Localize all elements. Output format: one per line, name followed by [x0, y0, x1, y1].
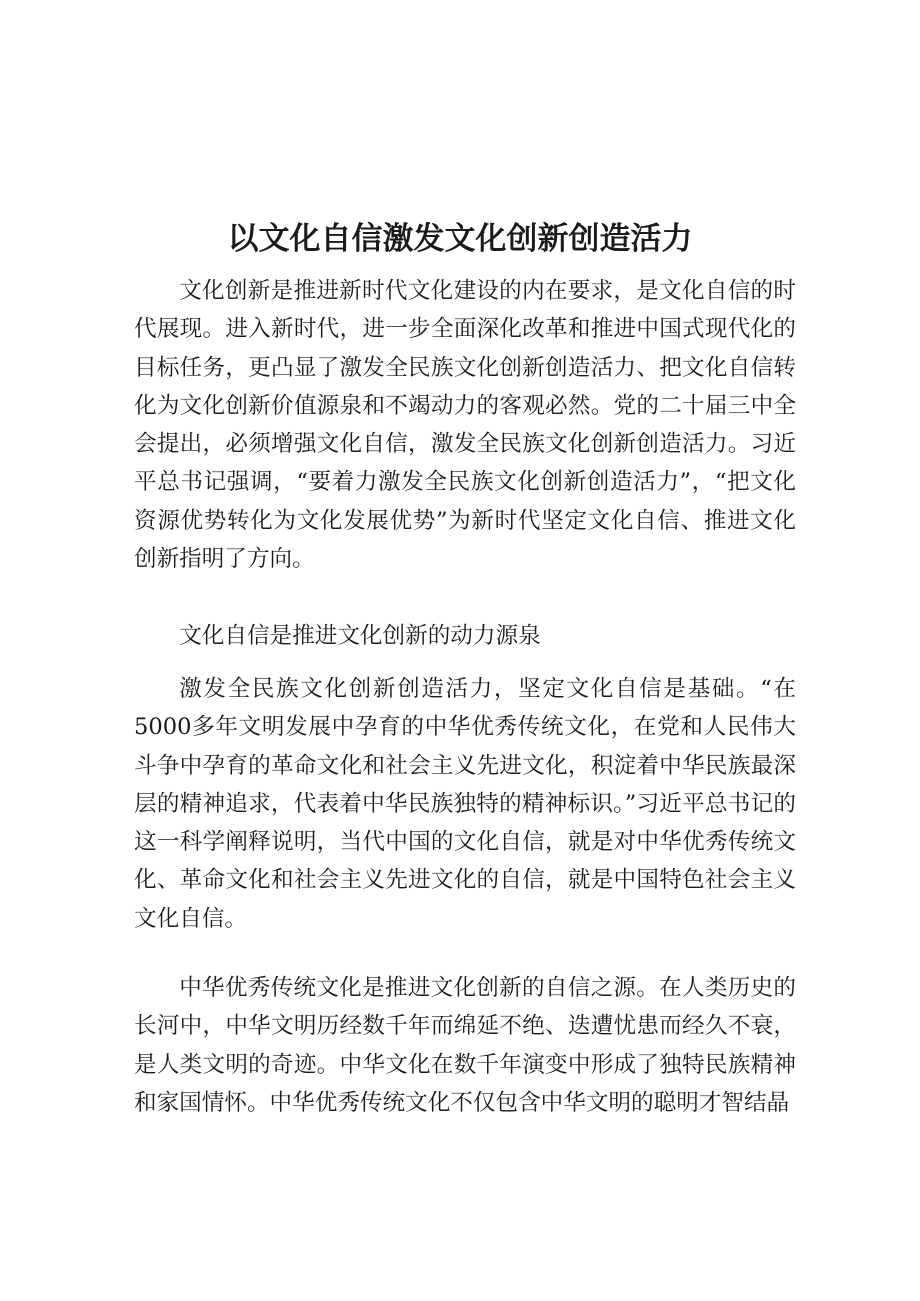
- section-heading: 文化自信是推进文化创新的动力源泉: [179, 623, 541, 649]
- paragraph-traditional-culture: 中华优秀传统文化是推进文化创新的自信之源。在人类历史的长河中，中华文明历经数千年而绵延不绝、迭遭忧患而经久不衰，是人类文明的奇迹。中华文化在数千年演变中形成了独特民族精神和家国情怀。中华优秀传统文化不仅包含中华文明的聪明才智结晶: [134, 975, 796, 1116]
- document-title: 以文化自信激发文化创新创造活力: [227, 221, 693, 257]
- paragraph-cultural-confidence: 激发全民族文化创新创造活力，坚定文化自信是基础。“在5000多年文明发展中孕育的中华优秀传统文化，在党和人民伟大斗争中孕育的革命文化和社会主义先进文化，积淀着中华民族最深层的精神追求，代表着中华民族独特的精神标识。”习近平总书记的这一科学阐释说明，当代中国的文化自信，就是对中华优秀传统文化、革命文化和社会主义先进文化的自信，就是中国特色社会主义文化自信。: [134, 676, 796, 932]
- paragraph-intro: 文化创新是推进新时代文化建设的内在要求，是文化自信的时代展现。进入新时代，进一步全面深化改革和推进中国式现代化的目标任务，更凸显了激发全民族文化创新创造活力、把文化自信转化为文化创新价值源泉和不竭动力的客观必然。党的二十届三中全会提出，必须增强文化自信，激发全民族文化创新创造活力。习近平总书记强调，“要着力激发全民族文化创新创造活力”，“把文化资源优势转化为文化发展优势”为新时代坚定文化自信、推进文化创新指明了方向。: [134, 278, 796, 573]
